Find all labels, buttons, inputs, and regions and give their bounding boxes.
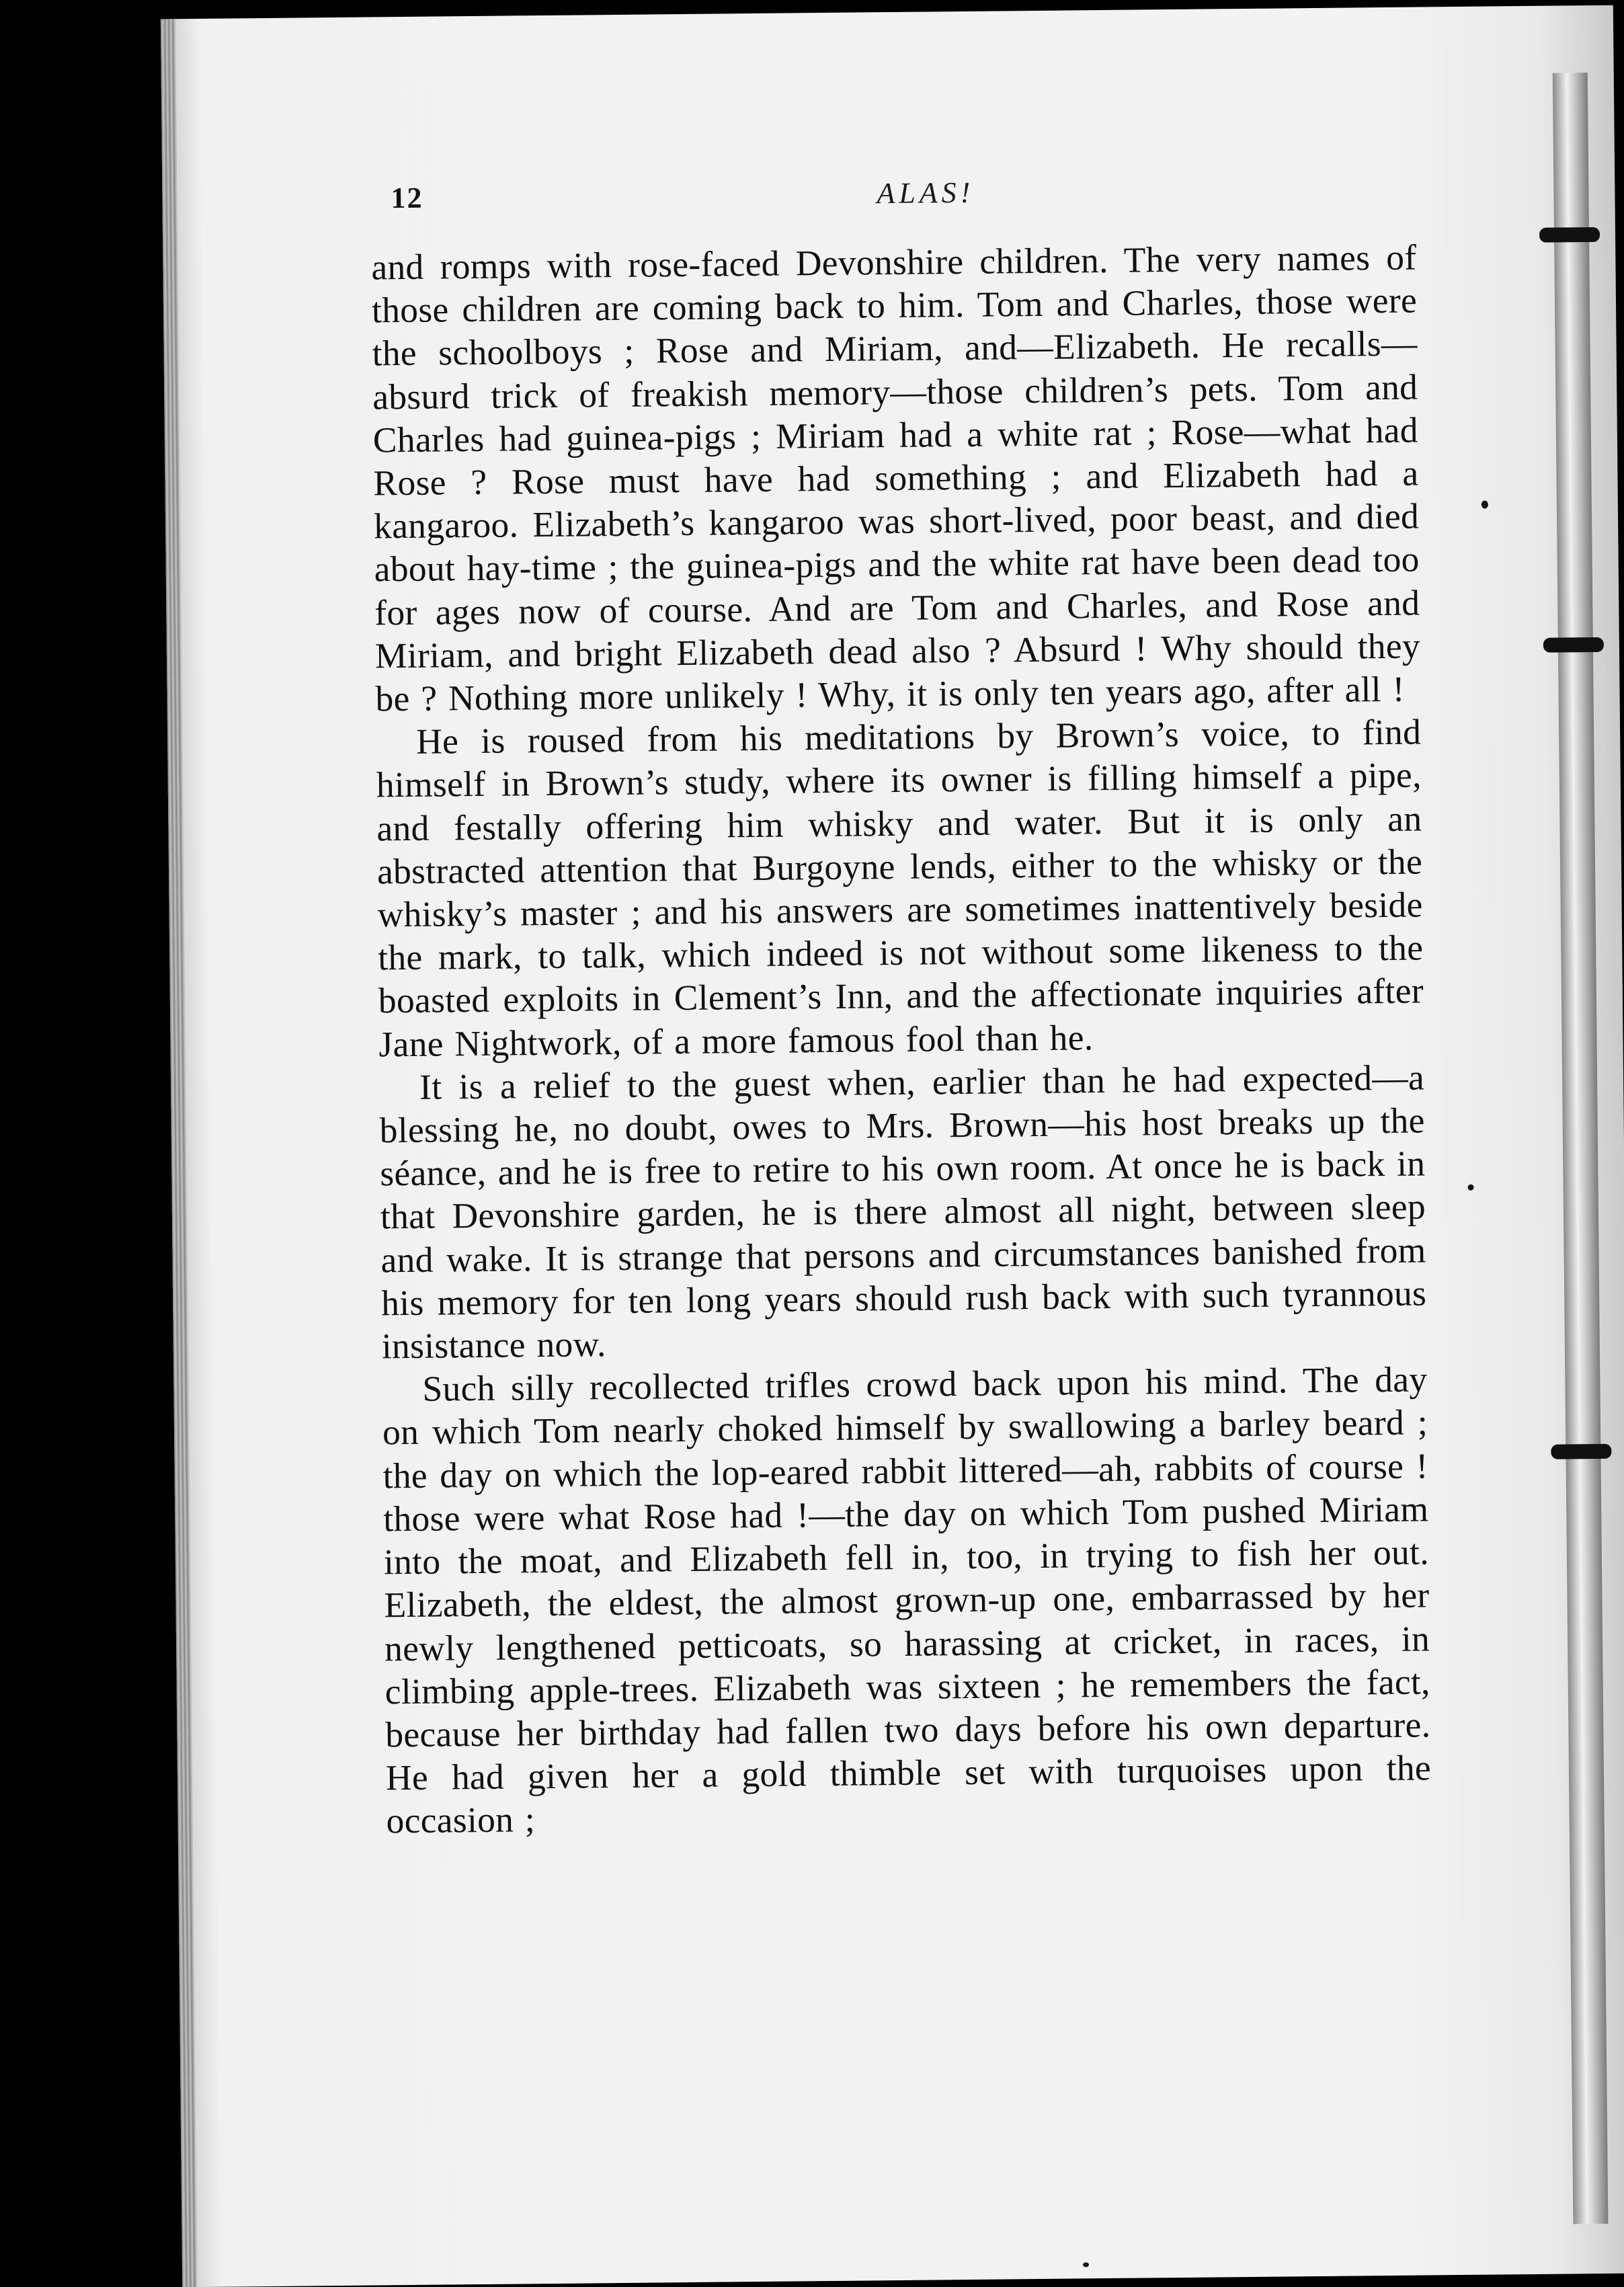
paragraph: Such silly recollected trifles crowd back upon his mind. The day on which Tom nearly choked himself by swallowing a barley beard ; the day on which the lop-eared rabbit littered—ah, rabbits of course ! those were what Rose had !—the day on which Tom pushed Miriam into the moat, and Elizabeth fell in, too, in trying to fish her out. Elizabeth, the eldest, the almost grown-up one, embarrassed by her newly lengthened petticoats, so harassing at cricket, in races, in climbing apple-trees. Elizabeth was sixteen ; he remembers the fact, because her birthday had fallen two days before his own departure. He had given her a gold thimble set with turquoises upon the occasion ; — [382, 1359, 1432, 1841]
binding-clip — [1539, 227, 1600, 243]
running-title: ALAS! — [877, 175, 975, 210]
ink-speck — [1083, 2262, 1089, 2267]
page-number: 12 — [391, 181, 423, 215]
ink-speck — [1468, 1185, 1474, 1191]
book-page — [161, 5, 1624, 2287]
ink-speck — [1481, 501, 1488, 509]
running-head — [391, 168, 1461, 218]
paragraph: and romps with rose-faced Devonshire children. The very names of those children are coming back to him. Tom and Charles, those were the schoolboys ; Rose and Miriam, and—Elizabeth. He recalls—absurd trick of freakish memory—those children’s pets. Tom and Charles had guinea-pigs ; Miriam had a white rat ; Rose—what had Rose ? Rose must have had something ; and Elizabeth had a kangaroo. Elizabeth’s kangaroo was short-lived, poor beast, and died about hay-time ; the guinea-pigs and the white rat have been dead too for ages now of course. And are Tom and Charles, and Rose and Miriam, and bright Elizabeth dead also ? Absurd ! Why should they be ? Nothing more unlikely ! Why, it is only ten years ago, after all ! — [371, 237, 1421, 719]
binding-clip — [1551, 1444, 1611, 1459]
paragraph: It is a relief to the guest when, earlier than he had expected—a blessing he, no doubt, owes to Mrs. Brown—his host breaks up the séance, and he is free to retire to his own room. At once he is back in that Devonshire garden, he is there almost all night, between sleep and wake. It is strange that persons and circumstances banished from his memory for ten long years should rush back with such tyrannous insistance now. — [379, 1057, 1427, 1367]
book-gutter — [1553, 73, 1609, 2224]
paragraph: He is roused from his meditations by Brown’s voice, to find himself in Brown’s study, where its owner is filling himself a pipe, and festally offering him whisky and water. But it is only an abstracted attention that Burgoyne lends, either to the whisky or the whisky’s master ; and his answers are sometimes inattentively beside the mark, to talk, which indeed is not without some likeness to the boasted exploits in Clement’s Inn, and the affectionate inquiries after Jane Nightwork, of a more famous fool than he. — [376, 711, 1424, 1065]
body-text — [371, 236, 1432, 1843]
binding-clip — [1543, 637, 1604, 653]
page-stack-edge — [161, 19, 197, 2287]
